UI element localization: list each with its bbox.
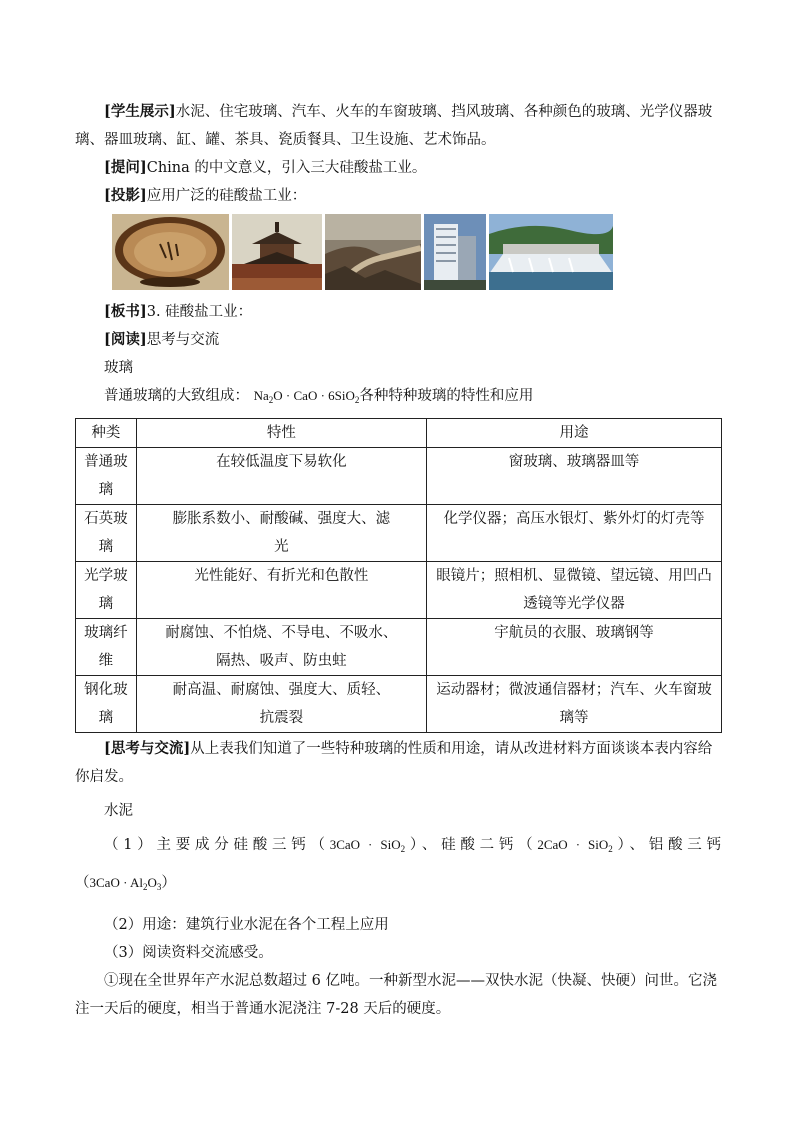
paragraph-reading [75,326,721,354]
paragraph-projection [75,182,721,210]
tower-building-photo [424,214,486,290]
paragraph-board [75,298,721,326]
cell-use: 化学仪器；高压水银灯、紫外灯的灯壳等 [426,505,721,562]
paragraph-text: 从上表我们知道了一些特种玻璃的性质和用途，请从改进材料方面谈谈本表内容给你启发。 [75,741,713,785]
cell-text: 耐腐蚀、不怕烧、不导电、不吸水、隔热、吸声、防虫蛀 [165,625,398,669]
label-tag: [提问] [104,159,147,176]
formula-part: 3CaO · SiO [329,837,401,852]
formula-part: Na [253,388,269,403]
cell-type: 石英玻璃 [76,505,137,562]
label-tag: [学生展示] [104,103,176,120]
great-wall-photo [325,214,421,290]
label-tag: [板书] [104,303,147,320]
glass-formula [254,388,360,403]
tower-building-photo-art [424,214,486,290]
header-property: 特性 [136,419,426,448]
cell-type: 玻璃纤维 [76,619,137,676]
table-row [76,505,722,562]
paragraph-text: ）、硅酸二钙（ [405,837,538,853]
dam-photo-art [489,214,613,290]
paragraph-text: 3. 硅酸盐工业： [146,304,253,320]
bowl-photo-art [112,214,229,290]
cell-use [426,562,721,619]
cell-text: 运动器材；微波通信器材；汽车、火车窗玻璃等 [436,682,712,726]
header-type: 种类 [76,419,137,448]
paragraph-cement-use: （2）用途：建筑行业水泥在各个工程上应用 [104,917,389,933]
paragraph-text: ） [161,875,176,891]
paragraph-student-display [75,98,721,154]
paragraph-text: （1）主要成分硅酸三钙（ [104,837,330,853]
cell-type: 光学玻璃 [76,562,137,619]
paragraph-text: 普通玻璃的大致组成： [104,388,249,404]
paragraph-think-discuss [75,735,721,791]
paragraph-cement-reading: （3）阅读资料交流感受。 [104,945,273,961]
label-tag: [投影] [104,187,147,204]
paragraph-text: （ [75,875,90,891]
formula-subscript: 2 [354,395,360,405]
table-row [76,619,722,676]
heading-glass: 玻璃 [104,360,133,376]
cell-property: 光性能好、有折光和色散性 [136,562,426,619]
heading-cement: 水泥 [104,803,133,819]
document-page [75,98,721,1023]
cell-type: 普通玻璃 [76,448,137,505]
label-tag: [思考与交流] [104,740,191,757]
cell-text: 耐高温、耐腐蚀、强度大、质轻、抗震裂 [172,682,391,726]
cell-property [136,505,426,562]
cell-property [136,619,426,676]
paragraph-text: 思考与交流 [146,332,220,348]
pavilion-photo-art [232,214,322,290]
formula-subscript: 2 [142,882,148,892]
formula-subscript: 3 [156,882,162,892]
photo-strip [112,214,721,290]
formula-part: O [147,875,157,890]
cell-use: 宇航员的衣服、玻璃钢等 [426,619,721,676]
table-header-row [76,419,722,448]
cell-text: 眼镜片；照相机、显微镜、望远镜、用凹凸透镜等光学仪器 [436,568,712,612]
cell-use: 窗玻璃、玻璃器皿等 [426,448,721,505]
paragraph-text: 水泥、住宅玻璃、汽车、火车的车窗玻璃、挡风玻璃、各种颜色的玻璃、光学仪器玻璃、器皿玻璃、缸、罐、茶具、瓷质餐具、卫生设施、艺术饰品。 [75,104,713,148]
c3s-formula [330,837,405,852]
paragraph-text: 应用广泛的硅酸盐工业： [146,188,307,204]
pavilion-photo [232,214,322,290]
special-glass-table [75,418,722,733]
formula-subscript: 2 [268,395,274,405]
paragraph-cement-formula [75,869,721,901]
c3a-formula [90,875,162,890]
formula-subscript: 2 [608,844,613,854]
cell-property [136,676,426,733]
cell-property: 在较低温度下易软化 [136,448,426,505]
header-use: 用途 [426,419,721,448]
great-wall-photo-art [325,214,421,290]
cell-type: 钢化玻璃 [76,676,137,733]
table-row [76,448,722,505]
c2s-formula [537,837,612,852]
cell-use [426,676,721,733]
paragraph-glass-composition [75,382,721,414]
bowl-photo [112,214,229,290]
formula-part: O · CaO · 6SiO [273,388,355,403]
formula-part: 2CaO · SiO [537,837,609,852]
formula-subscript: 2 [400,844,406,854]
cell-text: 膨胀系数小、耐酸碱、强度大、滤光 [172,511,391,555]
paragraph-cement-components [75,831,721,863]
label-tag: [阅读] [104,331,147,348]
dam-photo [489,214,613,290]
paragraph-text: ）、铝酸三钙 [612,837,721,853]
formula-part: 3CaO · Al [89,875,143,890]
table-row [76,676,722,733]
paragraph-text: 各种特种玻璃的特性和应用 [359,388,534,404]
table-row [76,562,722,619]
paragraph-cement-fact: ①现在全世界年产水泥总数超过 6 亿吨。一种新型水泥——双快水泥（快凝、快硬）问世。它浇注一天后的硬度，相当于普通水泥浇注 7-28 天后的硬度。 [75,973,717,1017]
paragraph-question [75,154,721,182]
paragraph-text: China 的中文意义，引入三大硅酸盐工业。 [146,160,427,176]
